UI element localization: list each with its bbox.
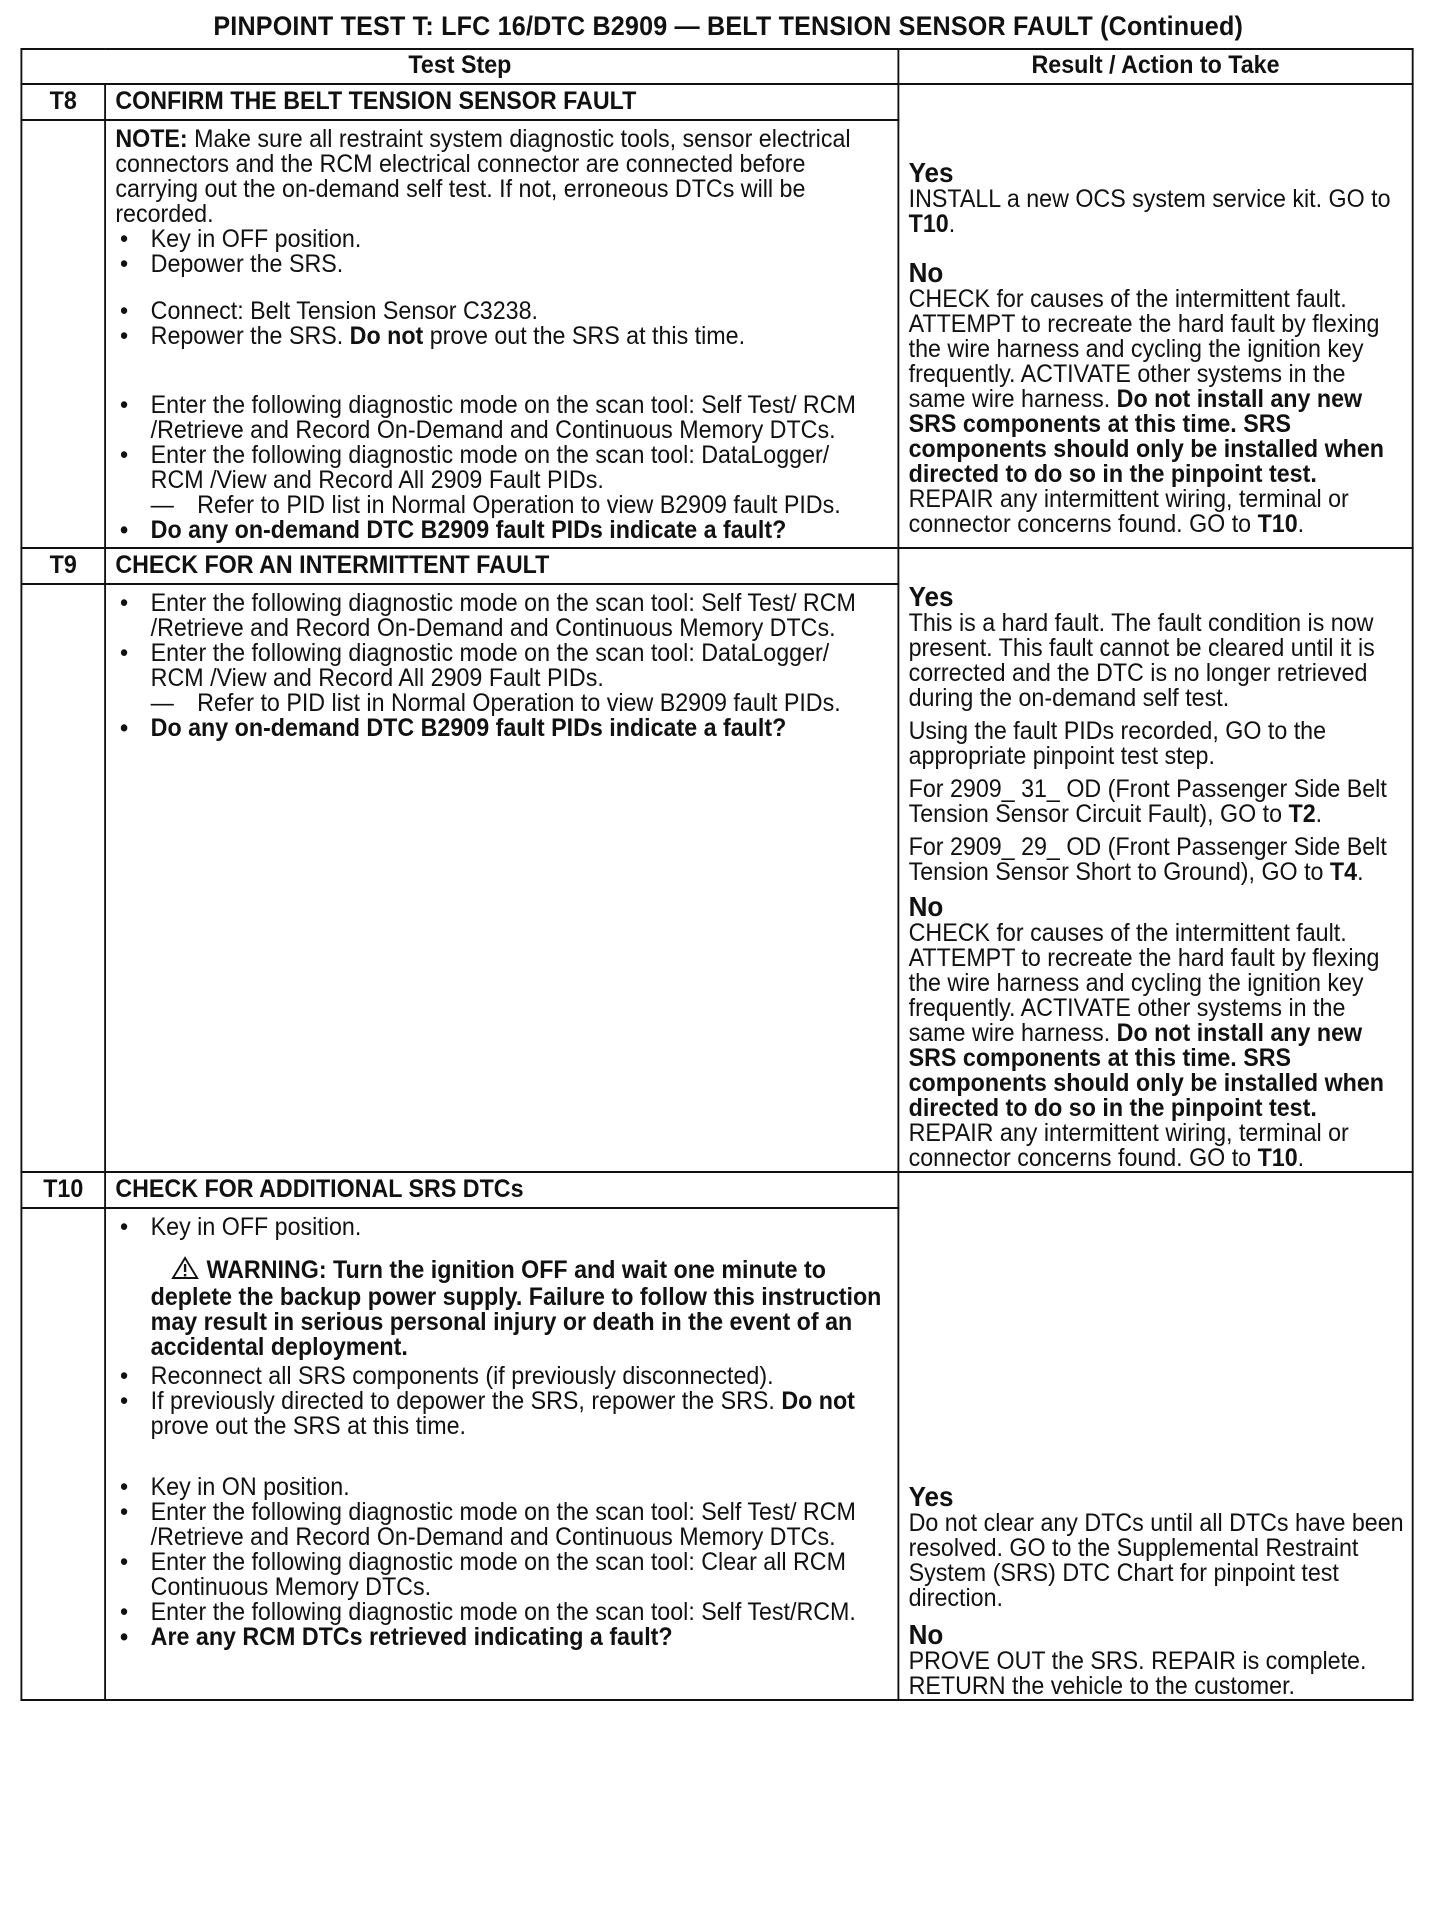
step-row-t9-heading [21, 548, 1412, 584]
list-item: • Enter the following diagnostic mode on the scan tool: Self Test/ RCM /Retrieve and Record On-Demand and Continuous Memory DTCs. [115, 393, 888, 443]
list-item: • If previously directed to depower the SRS, repower the SRS. Do not prove out the SRS at this time. [115, 1389, 888, 1439]
result-yes-text: For 2909_ 31_ OD (Front Passenger Side Belt Tension Sensor Circuit Fault), GO to T2. [908, 775, 1387, 828]
list-item: • Depower the SRS. [115, 252, 888, 277]
step-id-spacer [21, 584, 105, 1172]
list-item: • Enter the following diagnostic mode on the scan tool: Self Test/ RCM /Retrieve and Record On-Demand and Continuous Memory DTCs. [115, 591, 888, 641]
sub-list-item: — Refer to PID list in Normal Operation to view B2909 fault PIDs. [115, 493, 888, 518]
result-yes-text: Using the fault PIDs recorded, GO to the appropriate pinpoint test step. [908, 717, 1327, 770]
test-question: • Do any on-demand DTC B2909 fault PIDs indicate a fault? [115, 518, 888, 543]
step-id-spacer [21, 120, 105, 548]
step-heading-t8: CONFIRM THE BELT TENSION SENSOR FAULT [105, 84, 898, 120]
list-item: • Enter the following diagnostic mode on the scan tool: DataLogger/ RCM /View and Record All 2909 Fault PIDs. [115, 641, 888, 691]
column-header-result: Result / Action to Take [898, 49, 1412, 84]
step-reference-link[interactable]: T10 [908, 210, 949, 238]
warning-text: WARNING: Turn the ignition OFF and wait one minute to deplete the backup power supply. Failure to follow this instruction may result in serious personal injury or death in the event of an accidental deployment. [150, 1256, 882, 1361]
list-item: • Enter the following diagnostic mode on the scan tool: Self Test/RCM. [115, 1600, 888, 1625]
list-item: • Reconnect all SRS components (if previously disconnected). [115, 1364, 888, 1389]
list-item: • Key in OFF position. [115, 1215, 888, 1240]
test-question: • Are any RCM DTCs retrieved indicating a fault? [115, 1625, 888, 1650]
list-item: • Enter the following diagnostic mode on the scan tool: Self Test/ RCM /Retrieve and Record On-Demand and Continuous Memory DTCs. [115, 1500, 888, 1550]
result-no-text: CHECK for causes of the intermittent fault. ATTEMPT to recreate the hard fault by flexing the wire harness and cycling the ignition key frequently. ACTIVATE other systems in the same wire harness. Do not install any new SRS components at this time. SRS components should only be installed when directed to do so in the pinpoint test. REPAIR any intermittent wiring, terminal or connector concerns found. GO to T10. [908, 285, 1385, 538]
result-yes-text: For 2909_ 29_ OD (Front Passenger Side Belt Tension Sensor Short to Ground), GO to T4. [908, 833, 1387, 886]
step-reference-link[interactable]: T2 [1288, 800, 1316, 828]
step-heading-t9: CHECK FOR AN INTERMITTENT FAULT [105, 548, 898, 584]
column-header-test-step: Test Step [21, 49, 898, 84]
result-yes-text: This is a hard fault. The fault condition is now present. This fault cannot be cleared until it is corrected and the DTC is no longer retrieved during the on-demand self test. [908, 609, 1375, 712]
result-no-label: No [908, 257, 944, 288]
pinpoint-test-table [20, 48, 1413, 1701]
step-heading-t10: CHECK FOR ADDITIONAL SRS DTCs [105, 1172, 898, 1208]
list-item: • Connect: Belt Tension Sensor C3238. [115, 299, 888, 324]
step-reference-link[interactable]: T4 [1329, 858, 1358, 886]
step-id-t10: T10 [21, 1172, 105, 1208]
test-question: • Do any on-demand DTC B2909 fault PIDs indicate a fault? [115, 716, 888, 741]
result-cell-t10 [898, 1172, 1412, 1700]
step-body-t9 [105, 584, 898, 1172]
list-item: • Key in ON position. [115, 1475, 888, 1500]
warning-triangle-icon [171, 1256, 199, 1285]
step-body-t8 [105, 120, 898, 548]
warning-block [115, 1256, 888, 1360]
result-yes-text: INSTALL a new OCS system service kit. GO to T10. [908, 185, 1391, 238]
result-no-text: CHECK for causes of the intermittent fault. ATTEMPT to recreate the hard fault by flexing the wire harness and cycling the ignition key frequently. ACTIVATE other systems in the same wire harness. Do not install any new SRS components at this time. SRS components should only be installed when directed to do so in the pinpoint test. REPAIR any intermittent wiring, terminal or connector concerns found. GO to T10. [908, 919, 1385, 1172]
step-reference-link[interactable]: T10 [1257, 1144, 1298, 1172]
result-cell-t9 [898, 548, 1412, 1172]
list-item: • Repower the SRS. Do not prove out the SRS at this time. [115, 324, 888, 349]
step-id-spacer [21, 1208, 105, 1700]
result-cell-t8 [898, 84, 1412, 548]
step-body-t10 [105, 1208, 898, 1700]
step-reference-link[interactable]: T10 [1257, 510, 1298, 538]
list-item: • Enter the following diagnostic mode on the scan tool: Clear all RCM Continuous Memory DTCs. [115, 1550, 888, 1600]
result-yes-label: Yes [908, 581, 954, 612]
page-title: PINPOINT TEST T: LFC 16/DTC B2909 — BELT TENSION SENSOR FAULT (Continued) [213, 11, 1244, 41]
result-yes-label: Yes [908, 1481, 954, 1512]
note-paragraph: NOTE: Make sure all restraint system diagnostic tools, sensor electrical connectors and the RCM electrical connector are connected before carrying out the on-demand self test. If not, erroneous DTCs will be recorded. [115, 125, 851, 228]
list-item: • Enter the following diagnostic mode on the scan tool: DataLogger/ RCM /View and Record All 2909 Fault PIDs. [115, 443, 888, 493]
list-item: • Key in OFF position. [115, 227, 888, 252]
result-no-label: No [908, 1619, 944, 1650]
sub-list-item: — Refer to PID list in Normal Operation to view B2909 fault PIDs. [115, 691, 888, 716]
step-id-t9: T9 [21, 548, 105, 584]
table-header-row [21, 49, 1412, 84]
step-row-t10-heading [21, 1172, 1412, 1208]
step-id-t8: T8 [21, 84, 105, 120]
result-yes-text: Do not clear any DTCs until all DTCs have been resolved. GO to the Supplemental Restraint System (SRS) DTC Chart for pinpoint test direction. [908, 1509, 1404, 1612]
result-no-text: PROVE OUT the SRS. REPAIR is complete. RETURN the vehicle to the customer. [908, 1647, 1367, 1700]
result-yes-label: Yes [908, 157, 954, 188]
step-row-t8-heading [21, 84, 1412, 120]
result-no-label: No [908, 891, 944, 922]
